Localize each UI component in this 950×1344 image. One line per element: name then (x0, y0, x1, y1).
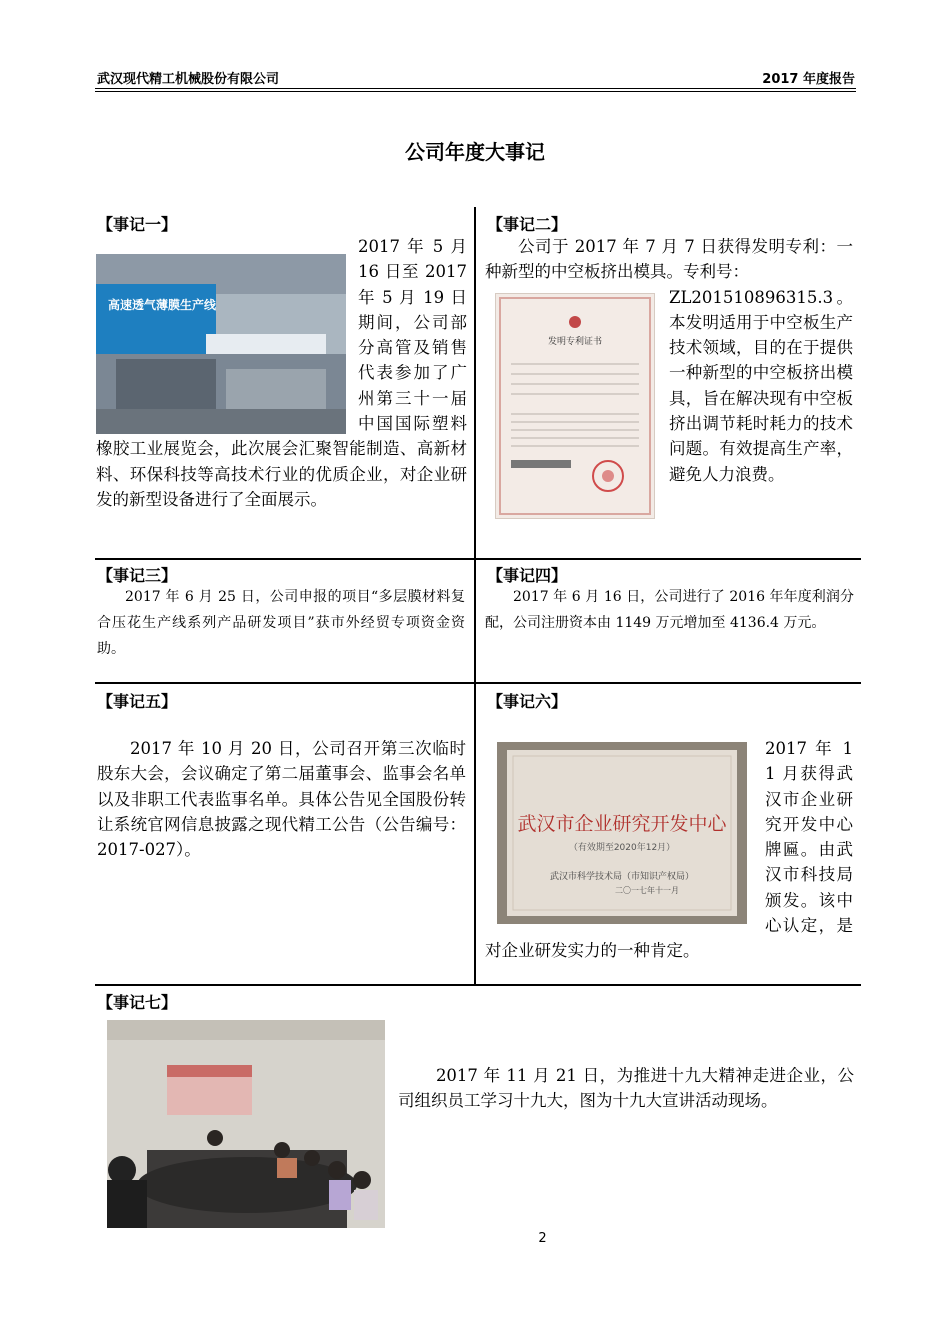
event-7-photo (107, 1020, 385, 1228)
event-1-text: 2017 年 5 月 16 日至 2017 年 5 月 19 日期间，公司部分高管及销售代表参加了广州第三十一届中国国际塑料橡胶工业展览会，此次展会汇聚智能制造、高新材料、环保科技等高技术行业的优质企业，对企业研发的新型设备进行了全面展示。 (96, 237, 467, 509)
photo-sign-text: 高速透气薄膜生产线 (108, 298, 217, 312)
event-1-block (96, 234, 467, 512)
event-3-text: 2017 年 6 月 25 日，公司申报的项目“多层膜材料复合压花生产线系列产品研发项目”获市外经贸专项资金资助。 (97, 589, 465, 657)
event-1-title: 【事记一】 (97, 215, 178, 234)
exhibition-photo (96, 254, 346, 434)
event-3-title: 【事记三】 (97, 566, 178, 585)
event-2-block (485, 234, 853, 519)
header-rule (95, 88, 856, 89)
event-4-title: 【事记四】 (487, 566, 568, 585)
event-2-text-top: 公司于 2017 年 7 月 7 日获得发明专利：一种新型的中空板挤出模具。专利号： (485, 237, 853, 282)
row-divider-2 (95, 682, 861, 684)
event-4-text: 2017 年 6 月 16 日，公司进行了 2016 年年度利润分配，公司注册资本由 1149 万元增加至 4136.4 万元。 (485, 589, 854, 631)
event-6-title: 【事记六】 (487, 692, 568, 711)
column-divider (474, 207, 476, 985)
event-7-title: 【事记七】 (97, 993, 178, 1012)
event-2-title: 【事记二】 (487, 215, 568, 234)
plaque-title: 武汉市企业研究开发中心 (517, 813, 727, 835)
event-6-plaque (497, 742, 747, 924)
plaque-date: 二〇一七年十一月 (615, 886, 679, 895)
row-divider-1 (95, 558, 861, 560)
event-2-text-side: ZL201510896315.3。本发明适用于中空板生产技术领域，目的在于提供一种新型的中空板挤出模具，旨在解决现有中空板挤出调节耗时耗力的技术问题。有效提高生产率，避免人力浪费。 (669, 287, 853, 484)
plaque-sub: （有效期至2020年12月） (568, 843, 676, 853)
event-6-text: 2017 年 11 月获得武汉市企业研究开发中心牌匾。由武汉市科技局颁发。该中心认定，是对企业研发实力的一种肯定。 (485, 739, 853, 961)
header-company: 武汉现代精工机械股份有限公司 (97, 72, 280, 87)
header-rule-2 (95, 91, 856, 92)
page-title: 公司年度大事记 (405, 140, 545, 164)
page-number: 2 (538, 1231, 547, 1246)
event-5-text: 2017 年 10 月 20 日，公司召开第三次临时股东大会，会议确定了第二届董事会、监事会名单以及非职工代表监事名单。具体公告见全国股份转让系统官网信息披露之现代精工公告（公告编号：2017-027）。 (97, 739, 466, 860)
event-5-title: 【事记五】 (97, 692, 178, 711)
plaque-issuer: 武汉市科学技术局（市知识产权局） (549, 872, 695, 882)
event-1-photo (96, 254, 346, 434)
row-divider-3 (95, 984, 861, 986)
patent-certificate (495, 293, 655, 519)
certificate-title: 发明专利证书 (547, 336, 603, 347)
event-7-text: 2017 年 11 月 21 日，为推进十九大精神走进企业，公司组织员工学习十九大，图为十九大宣讲活动现场。 (398, 1066, 854, 1111)
plaque-image (497, 742, 747, 924)
header-report: 2017 年度报告 (762, 72, 855, 87)
meeting-photo (107, 1020, 385, 1228)
certificate-image (496, 294, 654, 518)
event-6-block (485, 736, 853, 964)
